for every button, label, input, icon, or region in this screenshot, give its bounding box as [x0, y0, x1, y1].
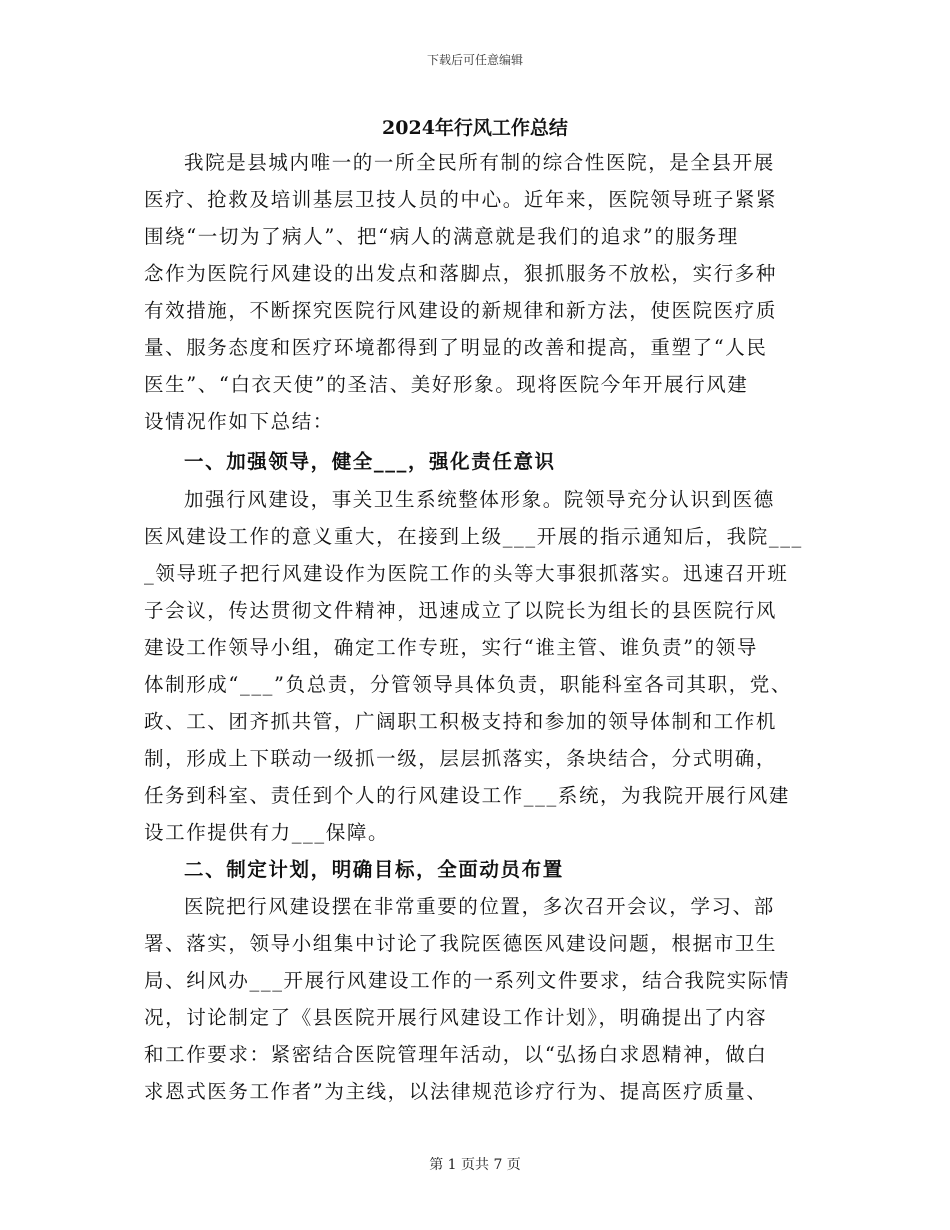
paragraph-line: 围绕“一切为了病人”、把“病人的满意就是我们的追求”的服务理 [144, 225, 739, 248]
paragraph-line: 我院是县城内唯一的一所全民所有制的综合性医院，是全县开展 [184, 151, 775, 174]
paragraph-line: 政、工、团齐抓共管，广阔职工积极支持和参加的领导体制和工作机 [144, 710, 778, 733]
paragraph-line: 医生”、“白衣天使”的圣洁、美好形象。现将医院今年开展行风建 [144, 373, 749, 396]
paragraph-line: 求恩式医务工作者”为主线，以法律规范诊疗行为、提高医疗质量、 [144, 1080, 768, 1103]
paragraph-line: 子会议，传达贯彻文件精神，迅速成立了以院长为组长的县医院行风 [144, 599, 778, 622]
paragraph-line: 任务到科室、责任到个人的行风建设工作___系统，为我院开展行风建 [144, 784, 790, 807]
paragraph-line: 设工作提供有力___保障。 [144, 821, 390, 844]
page-number: 第 1 页共 7 页 [429, 1157, 521, 1173]
document-title: 2024年行风工作总结 [382, 117, 568, 139]
paragraph-line: 和工作要求：紧密结合医院管理年活动，以“弘扬白求恩精神，做白 [144, 1043, 768, 1066]
paragraph-line: 念作为医院行风建设的出发点和落脚点，狠抓服务不放松，实行多种 [144, 262, 778, 285]
section-heading: 二、制定计划，明确目标，全面动员布置 [184, 858, 564, 881]
paragraph-line: 况，讨论制定了《县医院开展行风建设工作计划》，明确提出了内容 [144, 1006, 768, 1029]
paragraph-line: 医院把行风建设摆在非常重要的位置，多次召开会议，学习、部 [184, 895, 775, 918]
section-heading: 一、加强领导，健全___，强化责任意识 [184, 450, 556, 473]
paragraph-line: 局、纠风办___开展行风建设工作的一系列文件要求，结合我院实际情 [144, 969, 790, 992]
paragraph-line: 署、落实，领导小组集中讨论了我院医德医风建设问题，根据市卫生 [144, 932, 778, 955]
paragraph-line: _领导班子把行风建设作为医院工作的头等大事狠抓落实。迅速召开班 [144, 562, 789, 585]
paragraph-line: 医风建设工作的意义重大，在接到上级___开展的指示通知后，我院___ [144, 525, 803, 548]
paragraph-line: 量、服务态度和医疗环境都得到了明显的改善和提高，重塑了“人民 [144, 336, 768, 359]
paragraph-line: 加强行风建设，事关卫生系统整体形象。院领导充分认识到医德 [184, 488, 775, 511]
page-header-note: 下载后可任意编辑 [426, 53, 523, 67]
paragraph-line: 医疗、抢救及培训基层卫技人员的中心。近年来，医院领导班子紧紧 [144, 188, 778, 211]
paragraph-line: 体制形成“___”负总责，分管领导具体负责，职能科室各司其职，党、 [144, 673, 792, 696]
paragraph-line: 建设工作领导小组，确定工作专班，实行“谁主管、谁负责”的领导 [144, 636, 758, 659]
paragraph-line: 制，形成上下联动一级抓一级，层层抓落实，条块结合，分式明确， [144, 747, 778, 770]
paragraph-line: 有效措施，不断探究医院行风建设的新规律和新方法，使医院医疗质 [144, 299, 778, 322]
paragraph-line: 设情况作如下总结： [144, 410, 334, 433]
